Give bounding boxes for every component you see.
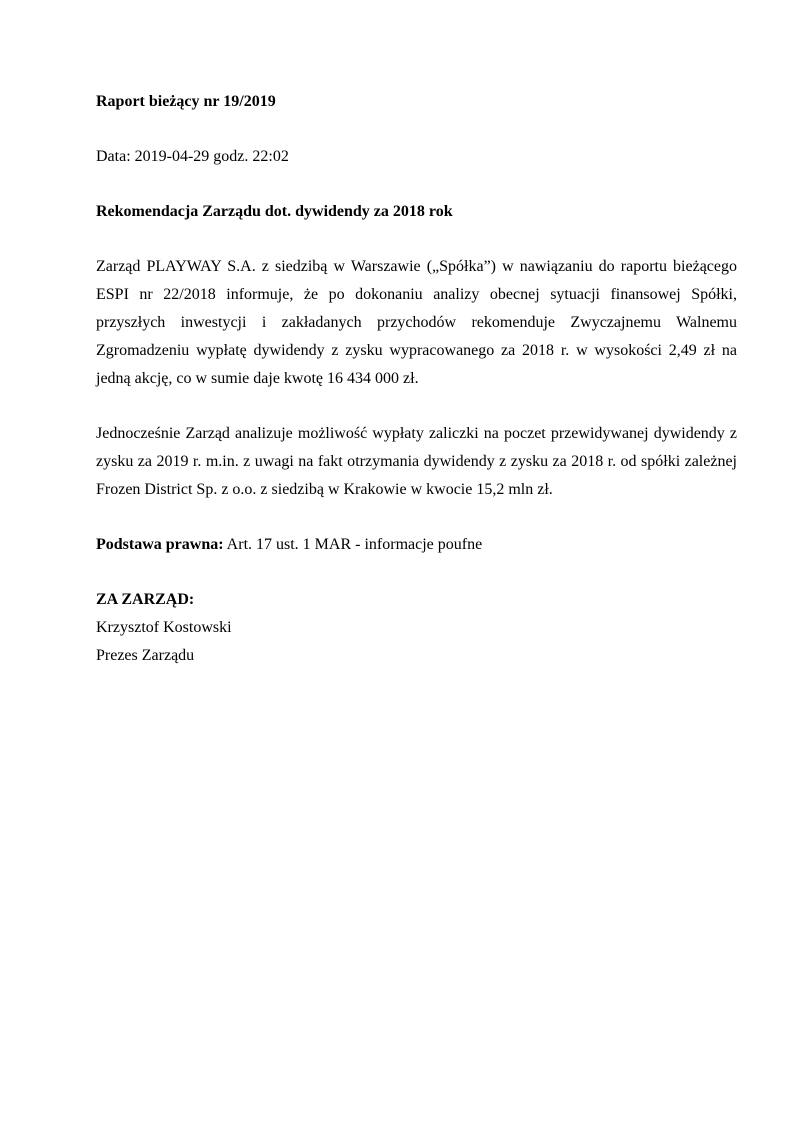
legal-basis-label: Podstawa prawna: xyxy=(96,536,224,553)
report-title: Raport bieżący nr 19/2019 xyxy=(96,93,276,110)
date-line: Data: 2019-04-29 godz. 22:02 xyxy=(96,148,289,165)
legal-basis-text: Art. 17 ust. 1 MAR - informacje poufne xyxy=(223,536,483,553)
signature-name: Krzysztof Kostowski xyxy=(96,619,232,636)
paragraph-recommendation: Zarząd PLAYWAY S.A. z siedzibą w Warszawie („Spółka”) w nawiązaniu do raportu bieżącego ESPI nr 22/2018 informuje, że po dokonaniu analizy obecnej sytuacji finansowej Spółki, przyszłych inwestycji i zakładanych przychodów rekomenduje Zwyczajnemu Walnemu Zgromadzeniu wypłatę dywidendy z zysku wypracowanego za 2018 r. w wysokości 2,49 zł na jedną akcję, co w sumie daje kwotę 16 434 000 zł. xyxy=(96,258,737,387)
report-subject: Rekomendacja Zarządu dot. dywidendy za 2018 rok xyxy=(96,203,453,220)
signature-block xyxy=(96,586,737,670)
paragraph-advance-dividend: Jednocześnie Zarząd analizuje możliwość wypłaty zaliczki na poczet przewidywanej dywidendy z zysku za 2019 r. m.in. z uwagi na fakt otrzymania dywidendy z zysku za 2018 r. od spółki zależnej Frozen District Sp. z o.o. z siedzibą w Krakowie w kwocie 15,2 mln zł. xyxy=(96,425,737,498)
legal-basis-line xyxy=(96,531,737,559)
signature-heading: ZA ZARZĄD: xyxy=(96,591,195,608)
signature-role: Prezes Zarządu xyxy=(96,647,195,664)
document-content xyxy=(96,0,737,670)
